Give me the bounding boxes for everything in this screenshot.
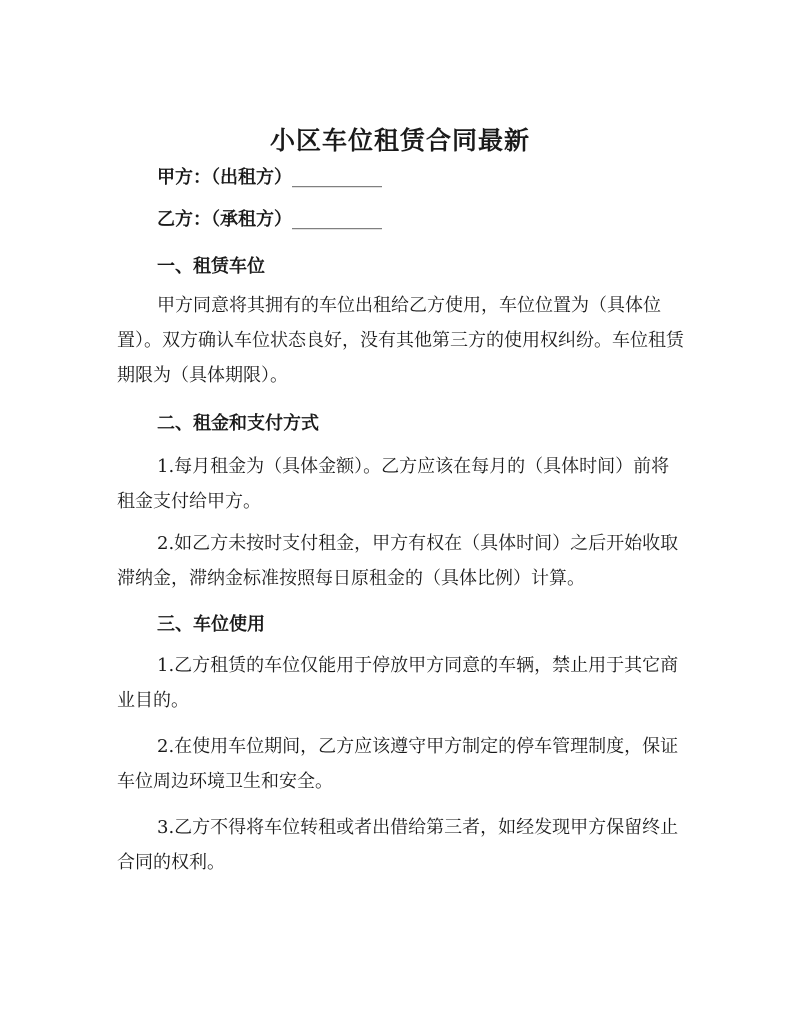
party-a-line xyxy=(157,165,382,191)
section-heading-rent-payment: 二、租金和支付方式 xyxy=(157,413,319,434)
section-3-paragraph-3: 3.乙方不得将车位转租或者出借给第三者，如经发现甲方保留终止合同的权利。 xyxy=(117,817,679,873)
section-1-paragraph-1: 甲方同意将其拥有的车位出租给乙方使用，车位位置为（具体位置）。双方确认车位状态良好，没有其他第三方的使用权纠纷。车位租赁期限为（具体期限）。 xyxy=(117,295,684,386)
party-b-blank: __________ xyxy=(292,209,382,230)
section-3-paragraph-2: 2.在使用车位期间，乙方应该遵守甲方制定的停车管理制度，保证车位周边环境卫生和安全。 xyxy=(117,736,679,792)
section-heading-space-use: 三、车位使用 xyxy=(157,614,265,635)
document-title: 小区车位租赁合同最新 xyxy=(269,126,530,155)
party-a-label: 甲方：（出租方） xyxy=(157,167,292,188)
section-3-paragraph-1: 1.乙方租赁的车位仅能用于停放甲方同意的车辆，禁止用于其它商业目的。 xyxy=(117,655,679,711)
section-2-paragraph-1: 1.每月租金为（具体金额）。乙方应该在每月的（具体时间）前将租金支付给甲方。 xyxy=(117,456,670,512)
party-a-blank: __________ xyxy=(292,167,382,188)
section-heading-lease-space: 一、租赁车位 xyxy=(157,256,265,277)
section-2-paragraph-2: 2.如乙方未按时支付租金，甲方有权在（具体时间）之后开始收取滞纳金，滞纳金标准按照每日原租金的（具体比例）计算。 xyxy=(117,533,679,589)
party-b-label: 乙方：（承租方） xyxy=(157,209,292,230)
party-b-line xyxy=(157,207,382,233)
